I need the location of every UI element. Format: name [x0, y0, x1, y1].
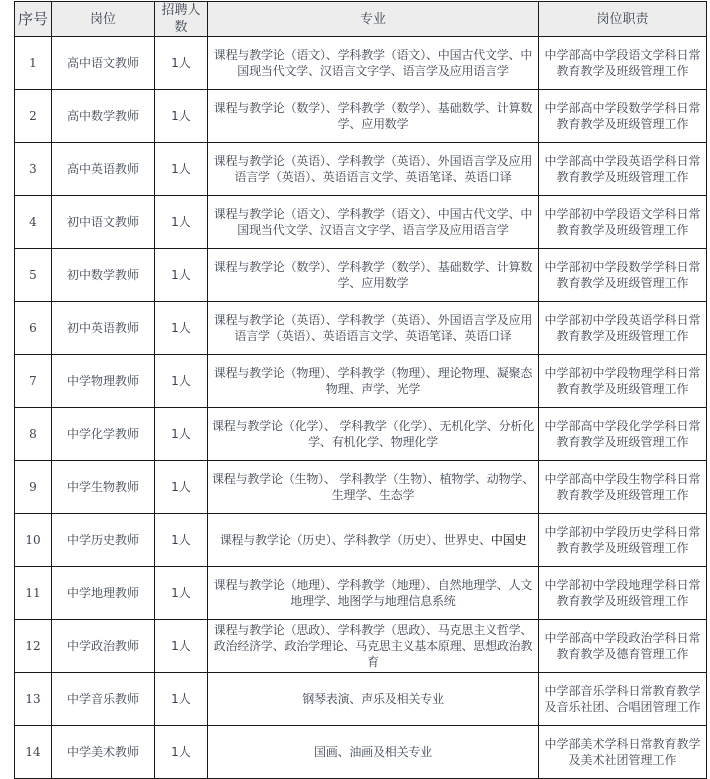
cell-position: 中学生物教师	[52, 461, 155, 514]
cell-seq: 14	[15, 726, 52, 779]
cell-count: 1人	[155, 620, 208, 673]
cell-count: 1人	[155, 196, 208, 249]
header-major: 专业	[208, 2, 539, 37]
cell-duty: 中学部高中学段政治学科日常教育教学及德育管理工作	[539, 620, 707, 673]
cell-duty: 中学部美术学科日常教育教学及美术社团管理工作	[539, 726, 707, 779]
cell-seq: 12	[15, 620, 52, 673]
table-row	[15, 196, 707, 249]
cell-seq: 2	[15, 90, 52, 143]
table-row	[15, 249, 707, 302]
table-row	[15, 143, 707, 196]
cell-position: 初中语文教师	[52, 196, 155, 249]
cell-duty: 中学部高中学段数学学科日常教育教学及班级管理工作	[539, 90, 707, 143]
cell-count: 1人	[155, 514, 208, 567]
cell-position: 中学化学教师	[52, 408, 155, 461]
cell-seq: 9	[15, 461, 52, 514]
cell-count: 1人	[155, 673, 208, 726]
cell-duty: 中学部初中学段物理学科日常教育教学及班级管理工作	[539, 355, 707, 408]
cell-duty: 中学部初中学段地理学科日常教育教学及班级管理工作	[539, 567, 707, 620]
cell-duty: 中学部初中学段英语学科日常教育教学及班级管理工作	[539, 302, 707, 355]
table-row	[15, 461, 707, 514]
cell-position: 中学音乐教师	[52, 673, 155, 726]
cell-duty: 中学部初中学段数学学科日常教育教学及班级管理工作	[539, 249, 707, 302]
cell-position: 高中英语教师	[52, 143, 155, 196]
header-count: 招聘人数	[155, 2, 208, 37]
cell-major: 课程与教学论（英语）、学科教学（英语）、外国语言学及应用语言学（英语）、英语语言文学、英语笔译、英语口译	[208, 143, 539, 196]
cell-seq: 6	[15, 302, 52, 355]
cell-count: 1人	[155, 249, 208, 302]
table-row	[15, 355, 707, 408]
header-seq: 序号	[15, 2, 52, 37]
cell-count: 1人	[155, 567, 208, 620]
cell-count: 1人	[155, 355, 208, 408]
cell-position: 中学政治教师	[52, 620, 155, 673]
cell-major: 钢琴表演、声乐及相关专业	[208, 673, 539, 726]
cell-major: 课程与教学论（生物）、 学科教学（生物）、植物学、动物学、生理学、生态学	[208, 461, 539, 514]
cell-count: 1人	[155, 408, 208, 461]
cell-position: 中学美术教师	[52, 726, 155, 779]
cell-major: 课程与教学论（英语）、学科教学（英语）、外国语言学及应用语言学（英语）、英语语言文学、英语笔译、英语口译	[208, 302, 539, 355]
cell-seq: 5	[15, 249, 52, 302]
table-row	[15, 37, 707, 90]
cell-duty: 中学部高中学段语文学科日常教育教学及班级管理工作	[539, 37, 707, 90]
header-duty: 岗位职责	[539, 2, 707, 37]
cell-position: 中学地理教师	[52, 567, 155, 620]
cell-duty: 中学部初中学段语文学科日常教育教学及班级管理工作	[539, 196, 707, 249]
table-row	[15, 408, 707, 461]
cell-seq: 3	[15, 143, 52, 196]
cell-duty: 中学部初中学段历史学科日常教育教学及班级管理工作	[539, 514, 707, 567]
cell-position: 高中数学教师	[52, 90, 155, 143]
cell-seq: 10	[15, 514, 52, 567]
cell-position: 中学物理教师	[52, 355, 155, 408]
cell-count: 1人	[155, 143, 208, 196]
major-text: 课程与教学论（历史）、学科教学（历史）、世界史、	[219, 533, 491, 547]
cell-duty: 中学部高中学段英语学科日常教育教学及班级管理工作	[539, 143, 707, 196]
cell-major: 课程与教学论（数学）、学科教学（数学）、基础数学、计算数学、应用数学	[208, 249, 539, 302]
recruitment-table	[14, 1, 707, 779]
cell-duty: 中学部音乐学科日常教育教学及音乐社团、合唱团管理工作	[539, 673, 707, 726]
cell-seq: 8	[15, 408, 52, 461]
header-position: 岗位	[52, 2, 155, 37]
cell-major: 课程与教学论（化学）、 学科教学（化学）、无机化学、分析化学、有机化学、物理化学	[208, 408, 539, 461]
table-body	[15, 37, 707, 779]
cell-count: 1人	[155, 90, 208, 143]
cell-seq: 4	[15, 196, 52, 249]
cell-major: 课程与教学论（语文）、学科教学（语文）、中国古代文学、中国现当代文学、汉语言文字学、语言学及应用语言学	[208, 196, 539, 249]
cell-position: 中学历史教师	[52, 514, 155, 567]
cell-position: 初中英语教师	[52, 302, 155, 355]
table-header	[15, 2, 707, 37]
header-row	[15, 2, 707, 37]
cell-seq: 1	[15, 37, 52, 90]
table-row	[15, 567, 707, 620]
table-row	[15, 514, 707, 567]
table-row	[15, 620, 707, 673]
cell-position: 初中数学教师	[52, 249, 155, 302]
cell-duty: 中学部高中学段化学学科日常教育教学及班级管理工作	[539, 408, 707, 461]
table-row	[15, 673, 707, 726]
cell-seq: 11	[15, 567, 52, 620]
cell-count: 1人	[155, 726, 208, 779]
table-row	[15, 90, 707, 143]
cell-major: 课程与教学论（思政）、学科教学（思政）、马克思主义哲学、 政治经济学、政治学理论、马克思主义基本原理、思想政治教育	[208, 620, 539, 673]
cell-major: 课程与教学论（物理）、学科教学（物理）、理论物理、凝聚态物理、声学、光学	[208, 355, 539, 408]
cell-seq: 13	[15, 673, 52, 726]
cell-count: 1人	[155, 461, 208, 514]
cell-major: 课程与教学论（地理）、学科教学（地理）、自然地理学、人文地理学、地图学与地理信息系统	[208, 567, 539, 620]
cell-position: 高中语文教师	[52, 37, 155, 90]
cell-count: 1人	[155, 37, 208, 90]
table-row	[15, 726, 707, 779]
cell-count: 1人	[155, 302, 208, 355]
cell-seq: 7	[15, 355, 52, 408]
cell-duty: 中学部高中学段生物学科日常教育教学及班级管理工作	[539, 461, 707, 514]
cell-major: 课程与教学论（语文）、学科教学（语文）、中国古代文学、中国现当代文学、汉语言文字学、语言学及应用语言学	[208, 37, 539, 90]
major-highlight-text: 中国史	[490, 533, 527, 547]
cell-major: 课程与教学论（数学）、学科教学（数学）、基础数学、计算数学、应用数学	[208, 90, 539, 143]
table-row	[15, 302, 707, 355]
cell-major	[208, 514, 539, 567]
cell-major: 国画、油画及相关专业	[208, 726, 539, 779]
